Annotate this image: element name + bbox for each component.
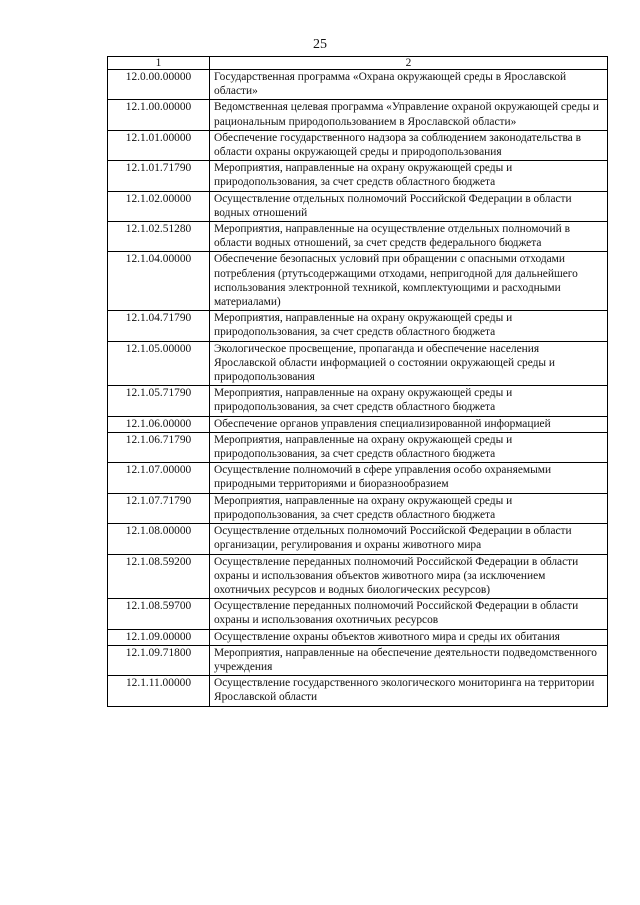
budget-code-cell: 12.1.08.59200 [108, 554, 210, 599]
budget-code-cell: 12.1.01.71790 [108, 161, 210, 191]
budget-code-cell: 12.1.09.00000 [108, 629, 210, 645]
table-header-row [108, 57, 608, 70]
budget-code-cell: 12.1.01.00000 [108, 130, 210, 160]
table-row [108, 676, 608, 706]
table-row [108, 222, 608, 252]
table-row [108, 191, 608, 221]
table-row [108, 416, 608, 432]
budget-code-cell: 12.1.05.00000 [108, 341, 210, 386]
budget-code-cell: 12.1.07.00000 [108, 463, 210, 493]
table-row [108, 161, 608, 191]
budget-code-cell: 12.1.07.71790 [108, 493, 210, 523]
budget-code-cell: 12.1.04.71790 [108, 311, 210, 341]
budget-code-cell: 12.1.02.51280 [108, 222, 210, 252]
description-cell: Обеспечение государственного надзора за соблюдением законодательства в области охраны окружающей среды и природопользования [210, 130, 608, 160]
table-row [108, 493, 608, 523]
budget-code-cell: 12.1.05.71790 [108, 386, 210, 416]
description-cell: Мероприятия, направленные на охрану окружающей среды и природопользования, за счет средств областного бюджета [210, 493, 608, 523]
column-header-1: 1 [108, 57, 210, 70]
table-row [108, 386, 608, 416]
description-cell: Государственная программа «Охрана окружающей среды в Ярославской области» [210, 70, 608, 100]
description-cell: Мероприятия, направленные на охрану окружающей среды и природопользования, за счет средств областного бюджета [210, 311, 608, 341]
table-row [108, 252, 608, 311]
table-row [108, 629, 608, 645]
table-row [108, 70, 608, 100]
description-cell: Осуществление полномочий в сфере управления особо охраняемыми природными территориями и биоразнообразием [210, 463, 608, 493]
budget-code-cell: 12.1.11.00000 [108, 676, 210, 706]
description-cell: Обеспечение безопасных условий при обращении с опасными отходами потребления (ртутьсодержащими отходами, непригодной для дальнейшего использования электронной техникой, комплектующими и расходными материалами) [210, 252, 608, 311]
budget-code-cell: 12.0.00.00000 [108, 70, 210, 100]
description-cell: Осуществление охраны объектов животного мира и среды их обитания [210, 629, 608, 645]
description-cell: Осуществление государственного экологического мониторинга на территории Ярославской области [210, 676, 608, 706]
description-cell: Ведомственная целевая программа «Управление охраной окружающей среды и рациональным природопользованием в Ярославской области» [210, 100, 608, 130]
description-cell: Мероприятия, направленные на осуществление отдельных полномочий в области водных отношений, за счет средств федерального бюджета [210, 222, 608, 252]
description-cell: Обеспечение органов управления специализированной информацией [210, 416, 608, 432]
table-row [108, 100, 608, 130]
description-cell: Мероприятия, направленные на охрану окружающей среды и природопользования, за счет средств областного бюджета [210, 386, 608, 416]
description-cell: Осуществление переданных полномочий Российской Федерации в области охраны и использования охотничьих ресурсов [210, 599, 608, 629]
table-row [108, 524, 608, 554]
table-row [108, 645, 608, 675]
description-cell: Мероприятия, направленные на охрану окружающей среды и природопользования, за счет средств областного бюджета [210, 432, 608, 462]
budget-code-cell: 12.1.04.00000 [108, 252, 210, 311]
budget-code-cell: 12.1.06.71790 [108, 432, 210, 462]
description-cell: Экологическое просвещение, пропаганда и обеспечение населения Ярославской области информацией о состоянии окружающей среды и природопользования [210, 341, 608, 386]
description-cell: Мероприятия, направленные на обеспечение деятельности подведомственного учреждения [210, 645, 608, 675]
table-row [108, 311, 608, 341]
page-number: 25 [313, 37, 327, 52]
column-header-2: 2 [210, 57, 608, 70]
budget-code-cell: 12.1.00.00000 [108, 100, 210, 130]
budget-code-cell: 12.1.08.59700 [108, 599, 210, 629]
budget-code-cell: 12.1.09.71800 [108, 645, 210, 675]
table-body [108, 57, 608, 707]
table-row [108, 130, 608, 160]
table-row [108, 463, 608, 493]
description-cell: Осуществление переданных полномочий Российской Федерации в области охраны и использования объектов животного мира (за исключением охотничьих ресурсов и водных биологических ресурсов) [210, 554, 608, 599]
budget-code-cell: 12.1.02.00000 [108, 191, 210, 221]
table-row [108, 341, 608, 386]
budget-code-cell: 12.1.06.00000 [108, 416, 210, 432]
budget-code-cell: 12.1.08.00000 [108, 524, 210, 554]
description-cell: Осуществление отдельных полномочий Российской Федерации в области организации, регулирования и охраны животного мира [210, 524, 608, 554]
table-row [108, 554, 608, 599]
description-cell: Мероприятия, направленные на охрану окружающей среды и природопользования, за счет средств областного бюджета [210, 161, 608, 191]
table-row [108, 599, 608, 629]
budget-classification-table [107, 56, 608, 707]
table-row [108, 432, 608, 462]
description-cell: Осуществление отдельных полномочий Российской Федерации в области водных отношений [210, 191, 608, 221]
